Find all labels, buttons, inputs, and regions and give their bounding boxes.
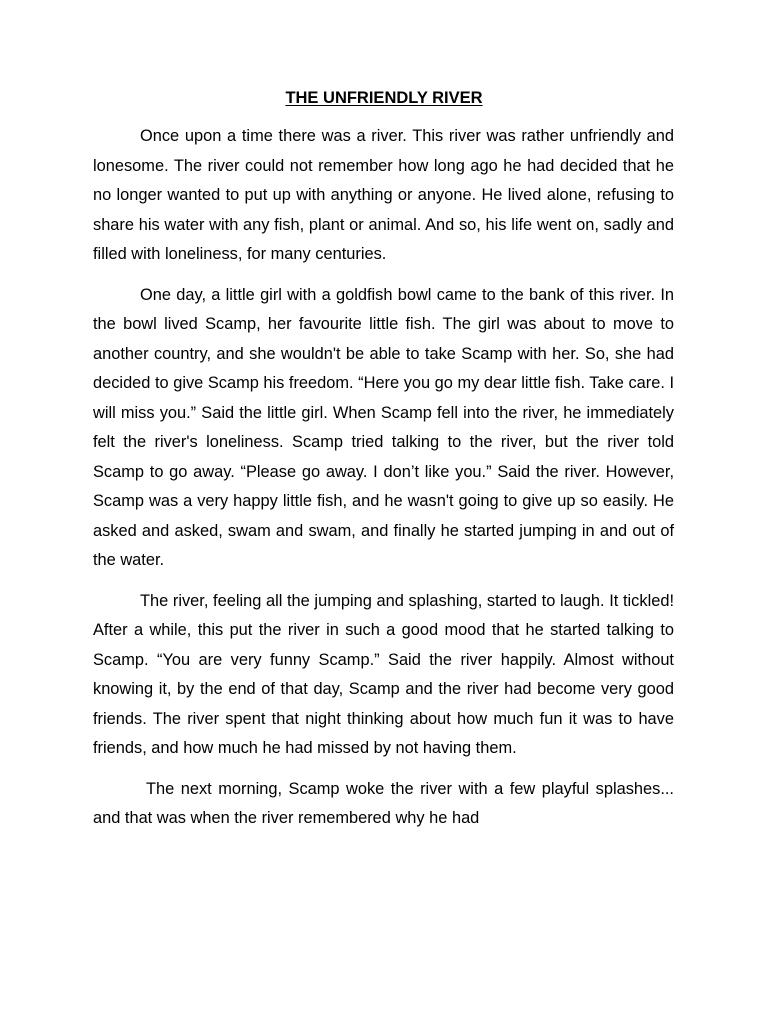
paragraph-4: The next morning, Scamp woke the river with a few playful splashes... and that was when the river remembered why he had: [93, 779, 674, 827]
paragraph-3: The river, feeling all the jumping and splashing, started to laugh. It tickled! After a while, this put the river in such a good mood that he started talking to Scamp. “You are very funny Scamp.” Said the river happily. Almost without knowing it, by the end of that day, Scamp and the river had become very good friends. The river spent that night thinking about how much fun it was to have friends, and how much he had missed by not having them.: [93, 591, 674, 757]
paragraph-2: One day, a little girl with a goldfish bowl came to the bank of this river. In the bowl lived Scamp, her favourite little fish. The girl was about to move to another country, and she wouldn't be able to take Scamp with her. So, she had decided to give Scamp his freedom. “Here you go my dear little fish. Take care. I will miss you.” Said the little girl. When Scamp fell into the river, he immediately felt the river's loneliness. Scamp tried talking to the river, but the river told Scamp to go away. “Please go away. I don’t like you.” Said the river. However, Scamp was a very happy little fish, and he wasn't going to give up so easily. He asked and asked, swam and swam, and finally he started jumping in and out of the water.: [93, 285, 674, 569]
document-title: THE UNFRIENDLY RIVER: [285, 89, 483, 107]
paragraph-1: Once upon a time there was a river. This river was rather unfriendly and lonesome. The river could not remember how long ago he had decided that he no longer wanted to put up with anything or anyone. He lived alone, refusing to share his water with any fish, plant or animal. And so, his life went on, sadly and filled with loneliness, for many centuries.: [93, 127, 674, 263]
document-body: [93, 122, 674, 834]
